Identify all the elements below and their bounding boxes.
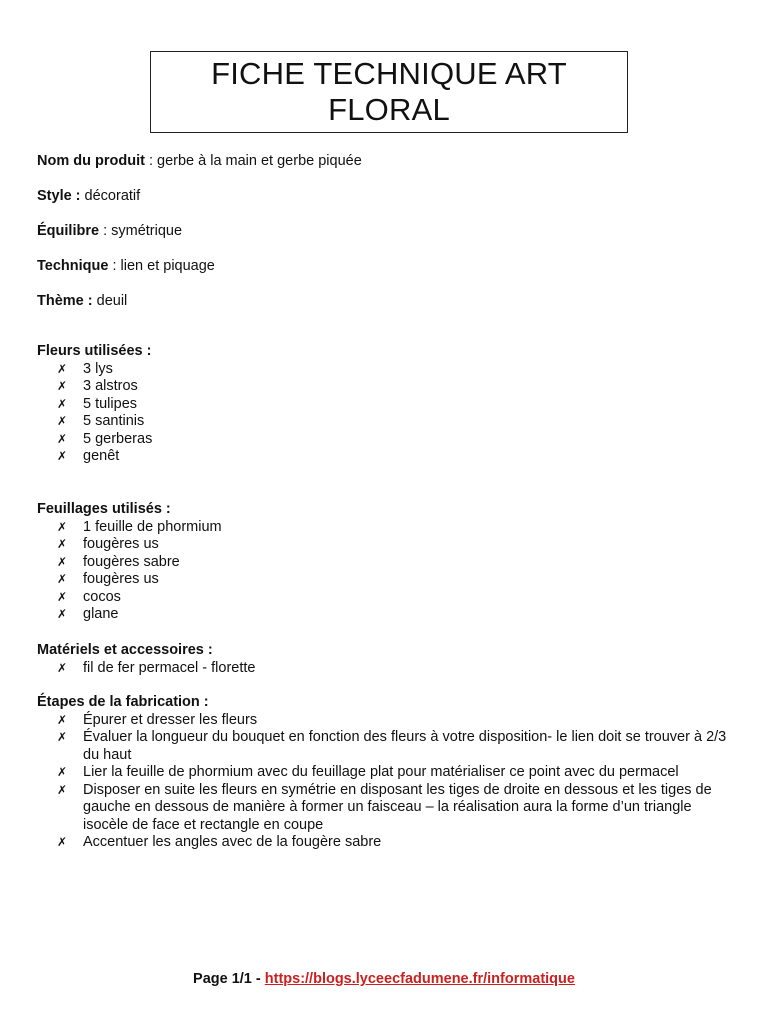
field-value: deuil <box>96 293 128 309</box>
list-item <box>37 431 737 449</box>
list-item <box>37 396 737 414</box>
list-item <box>37 729 737 764</box>
cross-bullet-icon: ✗ <box>57 782 68 797</box>
section-materiels <box>37 642 737 677</box>
list-item <box>37 782 737 835</box>
field-label: Thème : <box>37 293 93 309</box>
list-item <box>37 606 737 624</box>
section-title: Matériels et accessoires : <box>37 642 213 658</box>
list-item-text: Évaluer la longueur du bouquet en fonction des fleurs à votre disposition- le lien doit se trouver à 2/3 du haut <box>83 729 727 763</box>
bullet-list <box>37 660 737 678</box>
list-item <box>37 660 737 678</box>
list-item-text: 5 tulipes <box>83 395 138 412</box>
field-equilibre <box>37 221 737 256</box>
cross-bullet-icon: ✗ <box>57 379 68 393</box>
field-label: Équilibre <box>37 223 100 239</box>
list-item <box>37 448 737 466</box>
section-etapes <box>37 694 737 852</box>
list-item-text: Épurer et dresser les fleurs <box>83 711 258 728</box>
section-fleurs <box>37 343 737 466</box>
list-item <box>37 536 737 554</box>
field-separator: : <box>99 223 112 239</box>
list-item-text: Disposer en suite les fleurs en symétrie en disposant les tiges de droite en dessous et les tiges de gauche en dessous de manière à former un faisceau – la réalisation aura la forme d’un triangle isocèle de face et rectangle en coupe <box>83 781 712 833</box>
cross-bullet-icon: ✗ <box>57 537 68 551</box>
field-separator: : <box>144 153 158 169</box>
bullet-list <box>37 519 737 624</box>
field-value: symétrique <box>111 223 183 239</box>
bullet-list <box>37 361 737 466</box>
list-item-text: fougères sabre <box>83 553 180 570</box>
footer-link[interactable]: https://blogs.lyceecfadumene.fr/informatique <box>264 971 575 987</box>
cross-bullet-icon: ✗ <box>57 396 68 411</box>
section-title: Étapes de la fabrication : <box>37 694 209 710</box>
cross-bullet-icon: ✗ <box>57 519 68 534</box>
field-value: gerbe à la main et gerbe piquée <box>157 153 362 169</box>
field-label: Nom du produit <box>37 153 145 169</box>
list-item-text: glane <box>83 606 119 622</box>
field-value: lien et piquage <box>120 258 215 274</box>
page-footer <box>0 971 768 987</box>
list-item-text: fougères us <box>83 536 159 552</box>
cross-bullet-icon: ✗ <box>57 449 68 463</box>
field-separator: : <box>108 258 121 274</box>
bullet-list <box>37 712 737 852</box>
page-number: Page 1/1 - <box>193 971 265 987</box>
list-item-text: 3 alstros <box>83 378 138 394</box>
cross-bullet-icon: ✗ <box>57 712 68 727</box>
list-item <box>37 589 737 607</box>
list-item-text: 3 lys <box>83 360 113 377</box>
cross-bullet-icon: ✗ <box>57 835 68 849</box>
title-line-1: FICHE TECHNIQUE ART <box>211 56 567 91</box>
section-title: Feuillages utilisés : <box>37 501 171 517</box>
list-item-text: Accentuer les angles avec de la fougère sabre <box>83 834 382 850</box>
list-item-text: 5 gerberas <box>83 430 153 447</box>
field-theme <box>37 291 737 326</box>
cross-bullet-icon: ✗ <box>57 431 68 446</box>
list-item <box>37 571 737 589</box>
list-item <box>37 764 737 782</box>
field-style <box>37 186 737 221</box>
cross-bullet-icon: ✗ <box>57 607 68 621</box>
cross-bullet-icon: ✗ <box>57 660 68 675</box>
field-label: Style : <box>37 188 81 204</box>
section-feuillages <box>37 501 737 624</box>
cross-bullet-icon: ✗ <box>57 361 68 376</box>
list-item <box>37 378 737 396</box>
list-item <box>37 413 737 431</box>
list-item-text: 5 santinis <box>83 413 145 429</box>
cross-bullet-icon: ✗ <box>57 589 68 604</box>
cross-bullet-icon: ✗ <box>57 730 68 744</box>
list-item-text: genêt <box>83 448 120 464</box>
list-item <box>37 361 737 379</box>
product-fields <box>37 151 737 326</box>
list-item <box>37 519 737 537</box>
cross-bullet-icon: ✗ <box>57 765 68 779</box>
list-item <box>37 554 737 572</box>
field-label: Technique <box>37 258 109 274</box>
list-item-text: 1 feuille de phormium <box>83 518 222 535</box>
list-item-text: fougères us <box>83 571 159 587</box>
cross-bullet-icon: ✗ <box>57 554 68 569</box>
list-item-text: cocos <box>83 588 121 605</box>
cross-bullet-icon: ✗ <box>57 572 68 586</box>
cross-bullet-icon: ✗ <box>57 414 68 428</box>
list-item <box>37 712 737 730</box>
field-technique <box>37 256 737 291</box>
list-item-text: fil de fer permacel - florette <box>83 659 256 676</box>
field-value: décoratif <box>84 188 141 204</box>
title-line-2: FLORAL <box>328 92 450 127</box>
list-item <box>37 834 737 852</box>
section-title: Fleurs utilisées : <box>37 343 152 359</box>
field-nom-du-produit <box>37 151 737 186</box>
list-item-text: Lier la feuille de phormium avec du feuillage plat pour matérialiser ce point avec du permacel <box>83 764 679 780</box>
document-title <box>150 51 628 133</box>
